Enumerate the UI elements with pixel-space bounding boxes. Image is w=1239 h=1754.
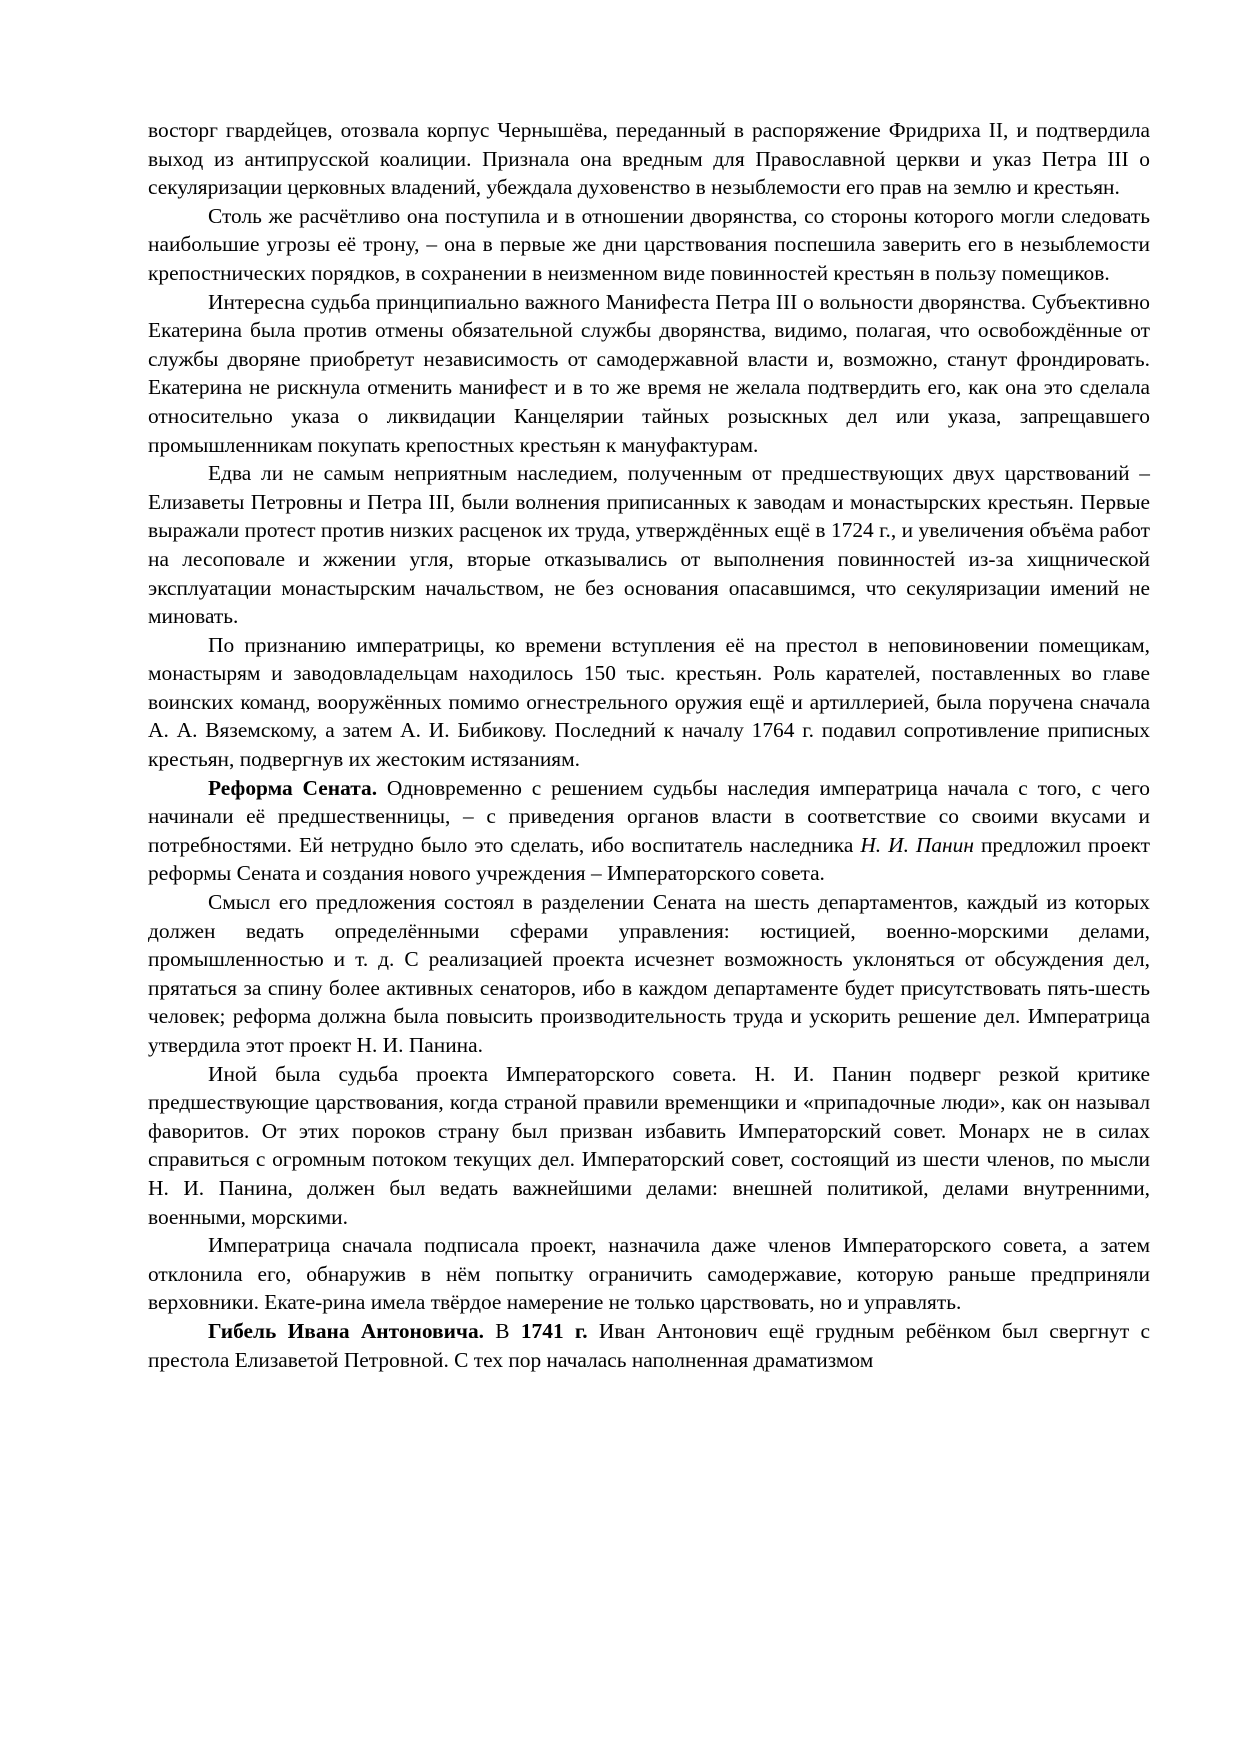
paragraph-senate-reform	[148, 774, 1150, 888]
section-heading-ivan-antonovich: Гибель Ивана Антоновича.	[208, 1318, 484, 1343]
paragraph-text-tail: предложил проект реформы Сената и создания нового учреждения – Императорского совета.	[148, 832, 1150, 886]
paragraph-text-tail: Иван Антонович ещё грудным ребёнком был свергнут с престола Елизаветой Петровной. С тех пор началась наполненная драматизмом	[148, 1318, 1150, 1372]
paragraph-text: Одновременно с решением судьбы наследия императрица начала с того, с чего начинали её предшественницы, – с приведения органов власти в соответствие со своими вкусами и потребностями. Ей нетрудно было это сделать, ибо воспитатель наследника	[148, 775, 1150, 857]
paragraph-9: Императрица сначала подписала проект, назначила даже членов Императорского совета, а затем отклонила его, обнаружив в нём попытку ограничить самодержавие, которую раньше предприняли верховники. Екате-рина имела твёрдое намерение не только царствовать, но и управлять.	[148, 1233, 1150, 1315]
paragraph-8: Иной была судьба проекта Императорского совета. Н. И. Панин подверг резкой критике предшествующие царствования, когда страной правили временщики и «припадочные люди», как он называл фаворитов. От этих пороков страну был призван избавить Императорский совет. Монарх не в силах справиться с огромным потоком текущих дел. Императорский совет, состоящий из шести членов, по мысли Н. И. Панина, должен был ведать важнейшими делами: внешней политикой, делами внутренними, военными, морскими.	[148, 1061, 1150, 1229]
person-name-panin: Н. И. Панин	[860, 832, 974, 857]
section-heading-senate-reform: Реформа Сената.	[208, 775, 378, 800]
paragraph-2: Столь же расчётливо она поступила и в отношении дворянства, со стороны которого могли следовать наибольшие угрозы её трону, – она в первые же дни царствования поспешила заверить его в незыблемости крепостнических порядков, в сохранении в неизменном виде повинностей крестьян в пользу помещиков.	[148, 203, 1150, 285]
paragraph-7: Смысл его предложения состоял в разделении Сената на шесть департаментов, каждый из которых должен ведать определёнными сферами управления: юстицией, военно-морскими делами, промышленностью и т. д. С реализацией проекта исчезнет возможность уклоняться от обсуждения дел, прятаться за спину более активных сенаторов, ибо в каждом департаменте будет присутствовать пять-шесть человек; реформа должна была повысить производительность труда и ускорить решение дел. Императрица утвердила этот проект Н. И. Панина.	[148, 890, 1150, 1057]
paragraph-4: Едва ли не самым неприятным наследием, полученным от предшествующих двух царствований – Елизаветы Петровны и Петра III, были волнения приписанных к заводам и монастырских крестьян. Первые выражали протест против низких расценок их труда, утверждённых ещё в 1724 г., и увеличения объёма работ на лесоповале и жжении угля, вторые отказывались от выполнения повинностей из-за хищнической эксплуатации монастырским начальством, не без основания опасавшимся, что секуляризации имений не миновать.	[148, 461, 1150, 629]
paragraph-3: Интересна судьба принципиально важного Манифеста Петра III о вольности дворянства. Субъективно Екатерина была против отмены обязательной службы дворянства, видимо, полагая, что освобождённые от службы дворяне приобретут независимость от самодержавной власти и, возможно, станут фрондировать. Екатерина не рискнула отменить манифест и в то же время не желала подтвердить его, как она это сделала относительно указа о ликвидации Канцелярии тайных розыскных дел или указа, запрещавшего промышленникам покупать крепостных крестьян к мануфактурам.	[148, 289, 1150, 457]
year-1741: 1741 г.	[520, 1318, 588, 1343]
paragraph-5: По признанию императрицы, ко времени вступления её на престол в неповиновении помещикам, монастырям и заводовладельцам находилось 150 тыс. крестьян. Роль карателей, поставленных во главе воинских команд, вооружённых помимо огнестрельного оружия ещё и артиллерией, была поручена сначала А. А. Вяземскому, а затем А. И. Бибикову. Последний к началу 1764 г. подавил сопротивление приписных крестьян, подвергнув их жестоким истязаниям.	[148, 632, 1150, 772]
paragraph-ivan-antonovich	[148, 1317, 1150, 1374]
paragraph-1: восторг гвардейцев, отозвала корпус Чернышёва, переданный в распоряжение Фридриха II, и подтвердила выход из антипрусской коалиции. Признала она вредным для Православной церкви и указ Петра III о секуляризации церковных владений, убеждала духовенство в незыблемости его прав на землю и крестьян.	[148, 118, 1150, 200]
document-page	[148, 116, 1150, 1374]
paragraph-text: В	[484, 1318, 521, 1343]
